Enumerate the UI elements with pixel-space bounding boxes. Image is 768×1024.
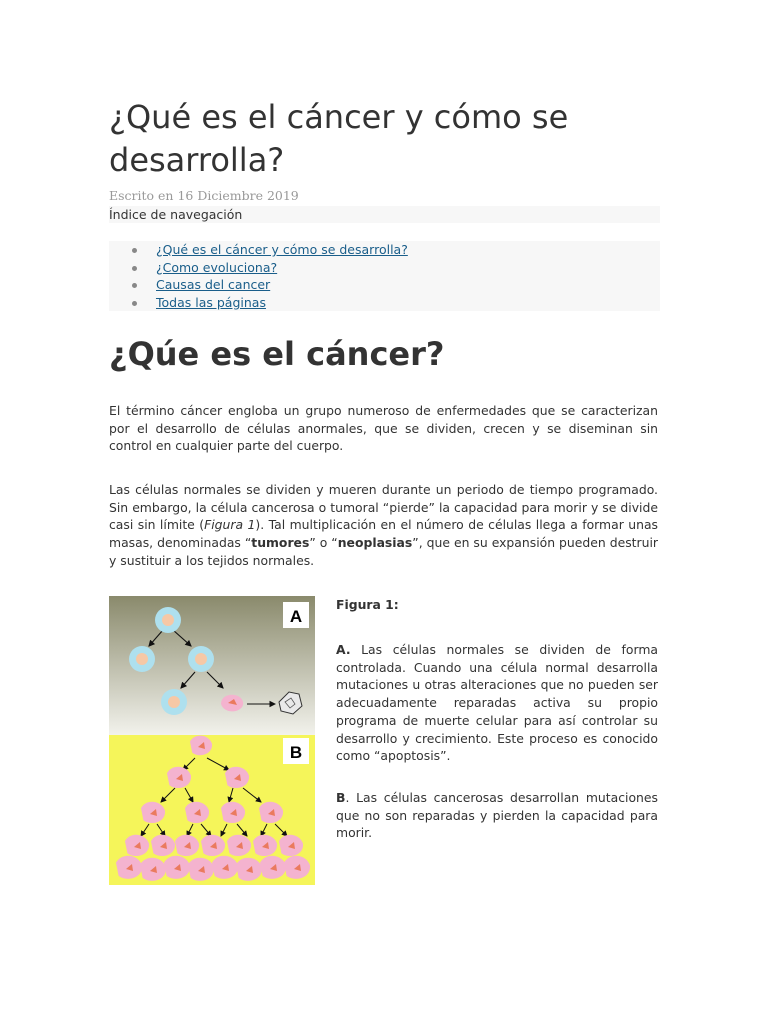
- paragraph-cell-division: [109, 481, 658, 570]
- toc-list: [109, 241, 660, 311]
- text-span: Las células normales se dividen y mueren durante un periodo de tiempo programado. Sin embargo, la célula cancerosa o tumoral “pierde” la capacidad para morir y se divide casi sin límite (: [109, 482, 658, 533]
- toc-link-todas[interactable]: Todas las páginas: [156, 294, 266, 310]
- figure-reference: Figura 1: [204, 517, 256, 533]
- text-span: ). Tal multiplicación en el número de células llega a formar unas masas, denominadas “: [109, 517, 658, 551]
- term-neoplasias: neoplasias: [337, 535, 413, 551]
- text-span: ” o “: [309, 535, 338, 551]
- toc-item: [109, 241, 660, 259]
- figure-caption-b: [336, 789, 658, 842]
- bullet-icon: [132, 301, 137, 306]
- bullet-icon: [132, 248, 137, 253]
- published-date: Escrito en 16 Diciembre 2019: [109, 188, 299, 203]
- panel-a-label: A: [289, 607, 303, 626]
- toc-link-causas[interactable]: Causas del cancer: [156, 277, 271, 292]
- toc-item: [109, 294, 660, 312]
- toc-link-como-evoluciona[interactable]: ¿Como evoluciona?: [156, 259, 278, 275]
- figure-1-illustration: [109, 596, 315, 885]
- panel-b-label: B: [289, 743, 303, 762]
- bullet-icon: [132, 283, 137, 288]
- normal-nucleus: [168, 696, 180, 708]
- toc-list-box: [109, 241, 660, 311]
- toc-item: [109, 276, 660, 294]
- normal-nucleus: [162, 614, 174, 626]
- normal-nucleus: [195, 653, 207, 665]
- term-tumores: tumores: [251, 535, 310, 551]
- caption-b-text: . Las células cancerosas desarrollan mutaciones que no son reparadas y pierden la capacidad para morir.: [336, 790, 658, 841]
- caption-a-label: A.: [336, 642, 351, 657]
- page-title: ¿Qué es el cáncer y cómo se desarrolla?: [109, 98, 569, 179]
- paragraph-definition: El término cáncer engloba un grupo numeroso de enfermedades que se caracterizan por el desarrollo de células anormales, que se dividen, crecen y se diseminan sin control en cualquier parte del cuerpo.: [109, 403, 658, 454]
- toc-header: Índice de navegación: [109, 206, 660, 223]
- normal-nucleus: [136, 653, 148, 665]
- text-span: ”, que en su expansión pueden destruir y sustituir a los tejidos normales.: [109, 535, 658, 568]
- toc-item: [109, 259, 660, 277]
- figure-caption-title: Figura 1:: [336, 597, 399, 612]
- caption-a-text: Las células normales se dividen de forma controlada. Cuando una célula normal desarrolla mutaciones u otras alteraciones que no pueden ser adecuadamente reparadas activa su propio programa de muerte celular para así controlar su desarrollo y crecimiento. Este proceso es conocido como “apoptosis”.: [336, 642, 658, 764]
- toc-link-que-es[interactable]: ¿Qué es el cáncer y cómo se desarrolla?: [156, 242, 408, 257]
- bullet-icon: [132, 266, 137, 271]
- figure-caption-a: [336, 641, 658, 765]
- caption-b-label: B: [336, 790, 346, 805]
- section-heading: ¿Qúe es el cáncer?: [109, 335, 445, 373]
